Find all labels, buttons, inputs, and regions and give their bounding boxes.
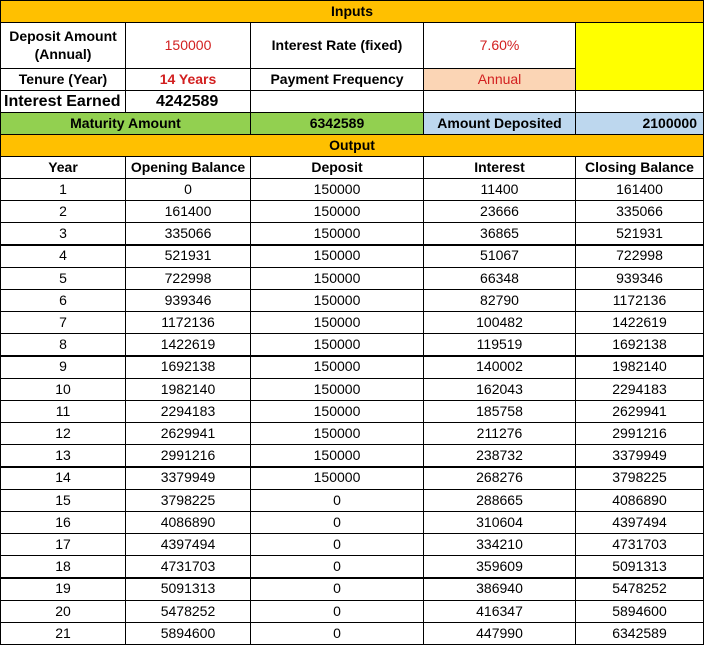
cell-interest: 162043: [423, 378, 576, 401]
table-row: [0, 378, 704, 401]
table-row: [0, 600, 704, 623]
table-row: [0, 289, 704, 312]
table-row: [0, 222, 704, 245]
cell-opening-balance: 4731703: [125, 555, 251, 578]
cell-interest: 310604: [423, 511, 576, 534]
empty-cell: [575, 90, 704, 113]
cell-year: 5: [0, 267, 126, 290]
cell-year: 17: [0, 533, 126, 556]
output-header: Output: [0, 134, 704, 157]
cell-year: 8: [0, 333, 126, 356]
table-row: [0, 200, 704, 223]
cell-interest: 359609: [423, 555, 576, 578]
table-row: [0, 400, 704, 423]
cell-interest: 334210: [423, 533, 576, 556]
cell-year: 20: [0, 600, 126, 623]
cell-closing-balance: 939346: [575, 267, 704, 290]
cell-opening-balance: 1422619: [125, 333, 251, 356]
cell-deposit: 0: [250, 511, 424, 534]
table-row: [0, 467, 704, 490]
tenure-label: Tenure (Year): [0, 68, 126, 91]
cell-deposit: 150000: [250, 444, 424, 467]
table-row: [0, 444, 704, 467]
cell-closing-balance: 2294183: [575, 378, 704, 401]
deposit-amount-label: Deposit Amount (Annual): [0, 22, 126, 69]
table-row: [0, 178, 704, 201]
interest-earned-label: Interest Earned: [0, 90, 126, 113]
table-row: [0, 578, 704, 601]
cell-interest: 386940: [423, 578, 576, 601]
cell-year: 12: [0, 422, 126, 445]
cell-interest: 119519: [423, 333, 576, 356]
cell-opening-balance: 2629941: [125, 422, 251, 445]
cell-closing-balance: 2991216: [575, 422, 704, 445]
cell-closing-balance: 1422619: [575, 311, 704, 334]
cell-year: 4: [0, 245, 126, 268]
cell-year: 14: [0, 467, 126, 490]
cell-interest: 82790: [423, 289, 576, 312]
interest-earned-value: 4242589: [125, 90, 251, 113]
cell-opening-balance: 5894600: [125, 622, 251, 645]
cell-interest: 211276: [423, 422, 576, 445]
cell-year: 1: [0, 178, 126, 201]
cell-closing-balance: 4397494: [575, 511, 704, 534]
cell-closing-balance: 161400: [575, 178, 704, 201]
cell-interest: 447990: [423, 622, 576, 645]
cell-opening-balance: 1982140: [125, 378, 251, 401]
cell-opening-balance: 5478252: [125, 600, 251, 623]
cell-year: 21: [0, 622, 126, 645]
cell-year: 2: [0, 200, 126, 223]
cell-deposit: 0: [250, 578, 424, 601]
empty-cell: [250, 90, 424, 113]
table-row: [0, 356, 704, 379]
highlight-cell: [575, 22, 704, 91]
interest-rate-label: Interest Rate (fixed): [250, 22, 424, 69]
table-row: [0, 555, 704, 578]
cell-interest: 140002: [423, 356, 576, 379]
table-row: [0, 489, 704, 512]
cell-closing-balance: 4731703: [575, 533, 704, 556]
cell-year: 3: [0, 222, 126, 245]
cell-deposit: 150000: [250, 378, 424, 401]
cell-closing-balance: 5894600: [575, 600, 704, 623]
cell-interest: 51067: [423, 245, 576, 268]
cell-opening-balance: 3798225: [125, 489, 251, 512]
cell-deposit: 150000: [250, 178, 424, 201]
cell-opening-balance: 4397494: [125, 533, 251, 556]
cell-deposit: 0: [250, 622, 424, 645]
cell-closing-balance: 521931: [575, 222, 704, 245]
cell-interest: 268276: [423, 467, 576, 490]
cell-opening-balance: 722998: [125, 267, 251, 290]
cell-year: 13: [0, 444, 126, 467]
table-row: [0, 267, 704, 290]
cell-closing-balance: 6342589: [575, 622, 704, 645]
table-row: [0, 511, 704, 534]
column-header-interest: Interest: [423, 156, 576, 179]
cell-deposit: 150000: [250, 333, 424, 356]
cell-opening-balance: 0: [125, 178, 251, 201]
table-row: [0, 245, 704, 268]
cell-opening-balance: 4086890: [125, 511, 251, 534]
cell-year: 16: [0, 511, 126, 534]
cell-year: 7: [0, 311, 126, 334]
cell-year: 10: [0, 378, 126, 401]
cell-closing-balance: 722998: [575, 245, 704, 268]
cell-deposit: 150000: [250, 467, 424, 490]
cell-deposit: 150000: [250, 400, 424, 423]
cell-closing-balance: 1982140: [575, 356, 704, 379]
cell-interest: 11400: [423, 178, 576, 201]
cell-deposit: 150000: [250, 289, 424, 312]
cell-year: 11: [0, 400, 126, 423]
cell-deposit: 150000: [250, 311, 424, 334]
cell-deposit: 150000: [250, 200, 424, 223]
cell-year: 19: [0, 578, 126, 601]
cell-opening-balance: 3379949: [125, 467, 251, 490]
empty-cell: [423, 90, 576, 113]
cell-interest: 238732: [423, 444, 576, 467]
maturity-amount-value: 6342589: [250, 112, 424, 135]
payment-frequency-value[interactable]: Annual: [423, 68, 576, 91]
column-header-closing-balance: Closing Balance: [575, 156, 704, 179]
cell-closing-balance: 335066: [575, 200, 704, 223]
table-row: [0, 333, 704, 356]
column-header-year: Year: [0, 156, 126, 179]
amount-deposited-value: 2100000: [575, 112, 704, 135]
amount-deposited-label: Amount Deposited: [423, 112, 576, 135]
cell-interest: 288665: [423, 489, 576, 512]
cell-year: 15: [0, 489, 126, 512]
cell-year: 18: [0, 555, 126, 578]
payment-frequency-label: Payment Frequency: [250, 68, 424, 91]
cell-interest: 416347: [423, 600, 576, 623]
cell-opening-balance: 1172136: [125, 311, 251, 334]
cell-interest: 185758: [423, 400, 576, 423]
cell-closing-balance: 4086890: [575, 489, 704, 512]
cell-opening-balance: 161400: [125, 200, 251, 223]
cell-deposit: 0: [250, 489, 424, 512]
interest-rate-value[interactable]: 7.60%: [423, 22, 576, 69]
cell-closing-balance: 5091313: [575, 555, 704, 578]
cell-opening-balance: 5091313: [125, 578, 251, 601]
cell-closing-balance: 1692138: [575, 333, 704, 356]
cell-opening-balance: 335066: [125, 222, 251, 245]
cell-closing-balance: 3798225: [575, 467, 704, 490]
cell-deposit: 150000: [250, 422, 424, 445]
cell-year: 6: [0, 289, 126, 312]
cell-closing-balance: 2629941: [575, 400, 704, 423]
cell-interest: 36865: [423, 222, 576, 245]
cell-opening-balance: 2294183: [125, 400, 251, 423]
deposit-amount-value[interactable]: 150000: [125, 22, 251, 69]
cell-deposit: 150000: [250, 356, 424, 379]
column-header-opening-balance: Opening Balance: [125, 156, 251, 179]
cell-closing-balance: 5478252: [575, 578, 704, 601]
column-header-deposit: Deposit: [250, 156, 424, 179]
cell-deposit: 0: [250, 600, 424, 623]
cell-deposit: 150000: [250, 267, 424, 290]
cell-closing-balance: 1172136: [575, 289, 704, 312]
cell-opening-balance: 939346: [125, 289, 251, 312]
cell-opening-balance: 521931: [125, 245, 251, 268]
table-row: [0, 311, 704, 334]
maturity-amount-label: Maturity Amount: [0, 112, 251, 135]
inputs-header: Inputs: [0, 0, 704, 23]
cell-opening-balance: 1692138: [125, 356, 251, 379]
tenure-value[interactable]: 14 Years: [125, 68, 251, 91]
table-row: [0, 622, 704, 645]
table-row: [0, 422, 704, 445]
cell-deposit: 150000: [250, 222, 424, 245]
cell-closing-balance: 3379949: [575, 444, 704, 467]
cell-interest: 23666: [423, 200, 576, 223]
cell-deposit: 0: [250, 533, 424, 556]
cell-deposit: 150000: [250, 245, 424, 268]
cell-deposit: 0: [250, 555, 424, 578]
cell-interest: 66348: [423, 267, 576, 290]
cell-interest: 100482: [423, 311, 576, 334]
cell-opening-balance: 2991216: [125, 444, 251, 467]
table-row: [0, 533, 704, 556]
cell-year: 9: [0, 356, 126, 379]
